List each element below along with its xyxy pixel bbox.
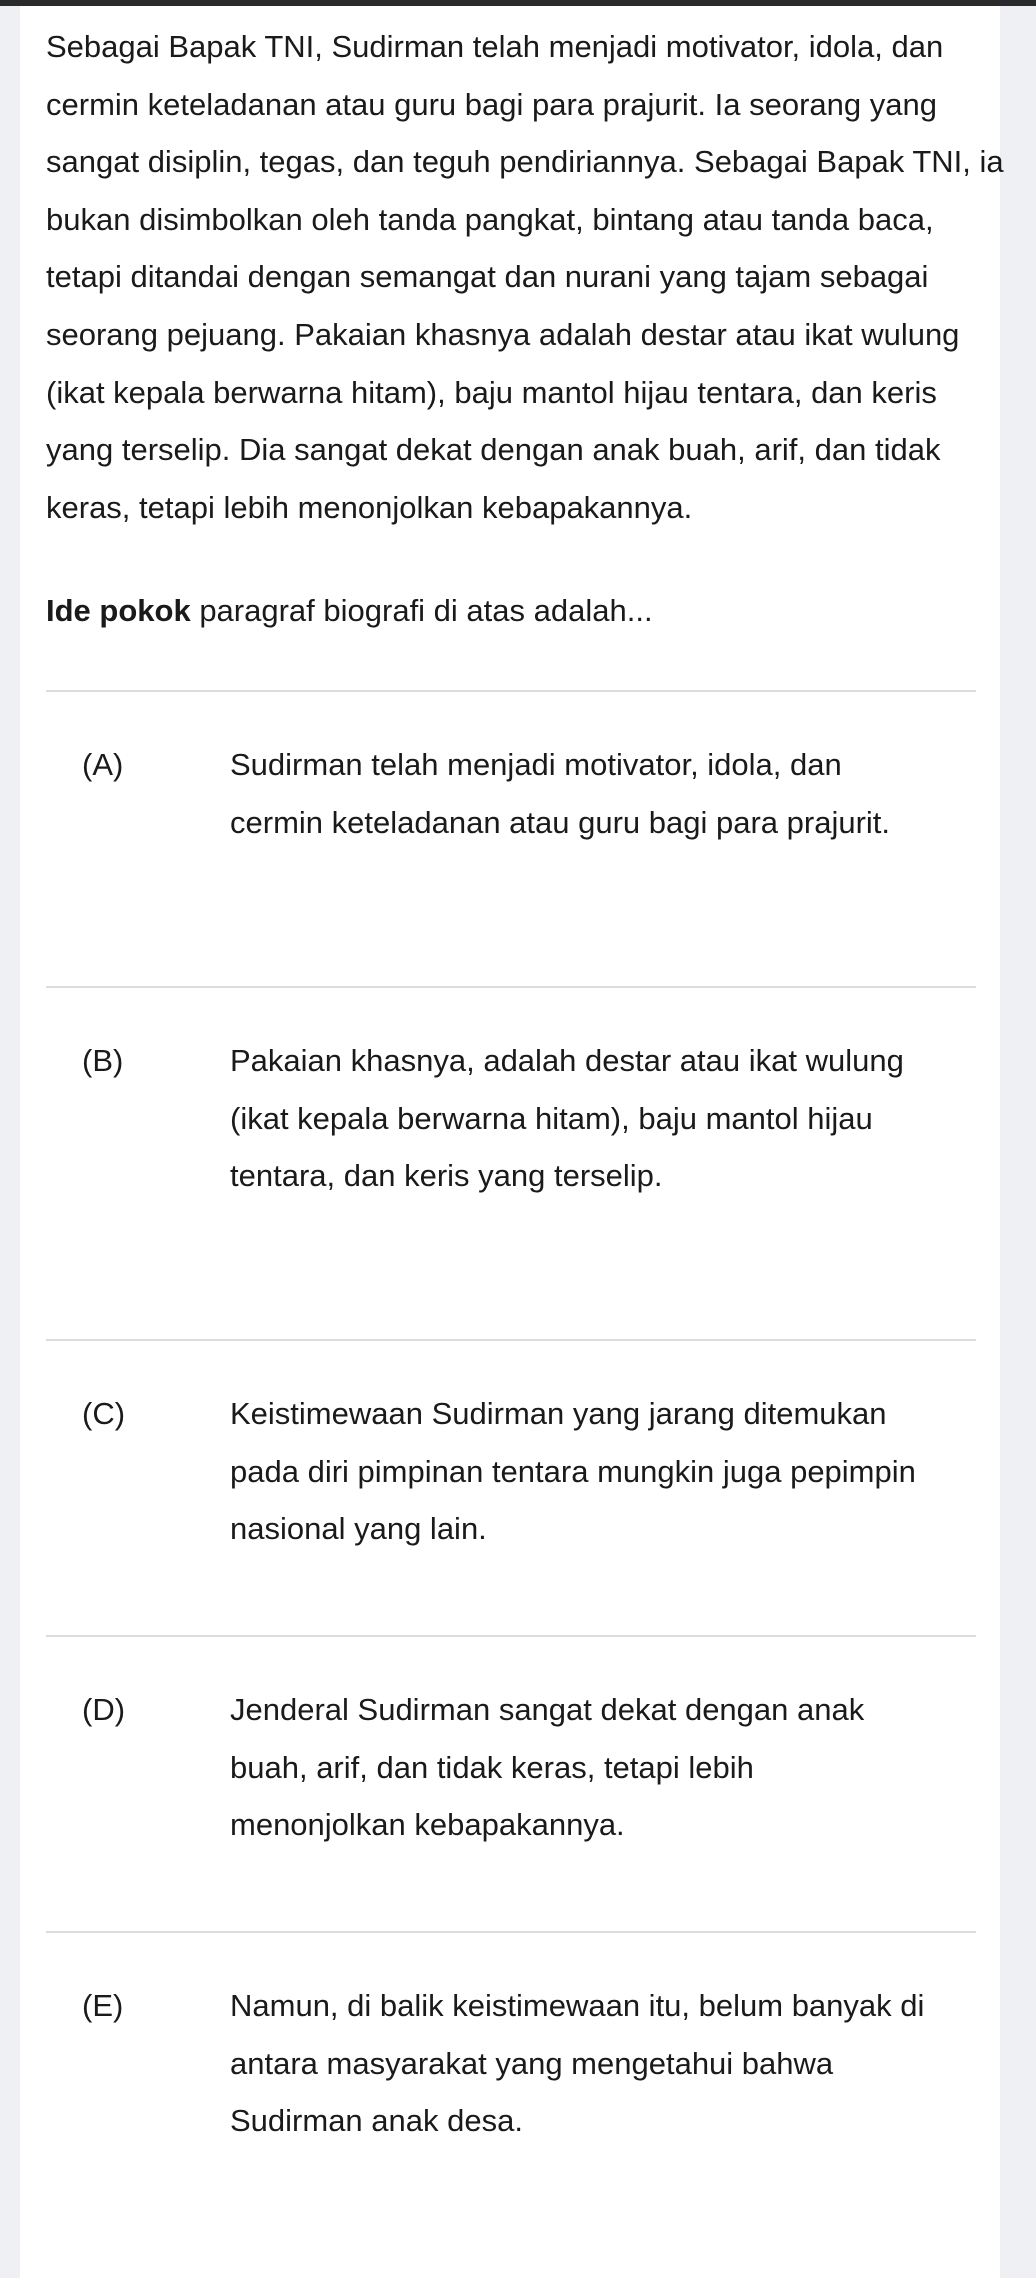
option-letter: (D) (82, 1691, 126, 1727)
option-letter: (E) (82, 1987, 124, 2023)
option-text: Jenderal Sudirman sangat dekat dengan anak buah, arif, dan tidak keras, tetapi lebih menonjolkan kebapakannya. (230, 1691, 865, 1843)
passage-text: Sebagai Bapak TNI, Sudirman telah menjadi motivator, idola, dan cermin keteladanan atau guru bagi para prajurit. Ia seorang yang sangat disiplin, tegas, dan teguh pendiriannya. Sebagai Bapak TNI, ia bukan disimbolkan oleh tanda pangkat, bintang atau tanda baca, tetapi ditandai dengan semangat dan nurani yang tajam sebagai seorang pejuang. Pakaian khasnya adalah destar atau ikat wulung (ikat kepala berwarna hitam), baju mantol hijau tentara, dan keris yang terselip. Dia sangat dekat dengan anak buah, arif, dan tidak keras, tetapi lebih menonjolkan kebapakannya. (46, 29, 1004, 525)
option-a[interactable] (46, 690, 976, 986)
option-b[interactable] (46, 986, 976, 1339)
option-c[interactable] (46, 1339, 976, 1635)
answer-options (46, 690, 976, 2191)
option-letter: (C) (82, 1395, 126, 1431)
option-e[interactable] (46, 1931, 976, 2191)
option-d[interactable] (46, 1635, 976, 1931)
question-prompt-rest: paragraf biografi di atas adalah... (190, 593, 653, 629)
option-text: Pakaian khasnya, adalah destar atau ikat wulung (ikat kepala berwarna hitam), baju mantol hijau tentara, dan keris yang terselip. (230, 1042, 904, 1194)
question-prompt (46, 582, 938, 640)
question-prompt-bold: Ide pokok (46, 593, 191, 629)
option-letter: (B) (82, 1042, 124, 1078)
option-text: Namun, di balik keistimewaan itu, belum banyak di antara masyarakat yang mengetahui bahwa Sudirman anak desa. (230, 1987, 925, 2139)
option-letter: (A) (82, 746, 124, 782)
option-text: Keistimewaan Sudirman yang jarang ditemukan pada diri pimpinan tentara mungkin juga pepimpin nasional yang lain. (230, 1395, 916, 1547)
question-card (20, 6, 1004, 2278)
option-text: Sudirman telah menjadi motivator, idola, dan cermin keteladanan atau guru bagi para prajurit. (230, 746, 891, 840)
